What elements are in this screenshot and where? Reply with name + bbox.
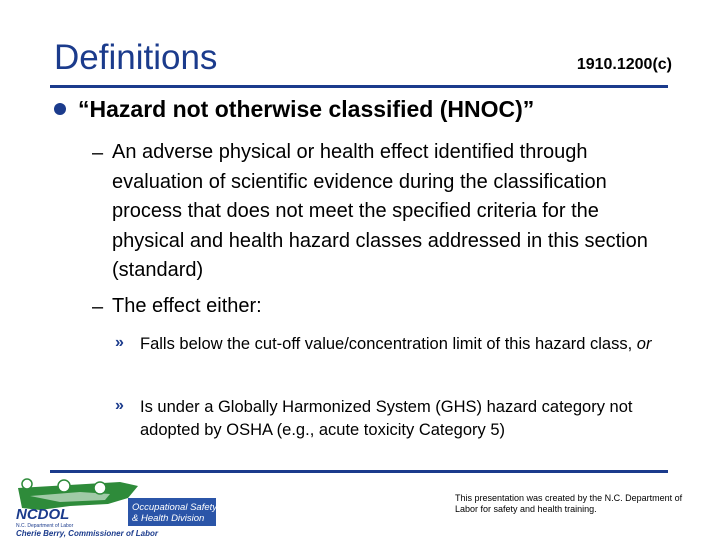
- footer-divider: [50, 470, 668, 473]
- dash-icon: –: [92, 142, 104, 164]
- effect-intro: The effect either:: [112, 295, 262, 317]
- bullet-dot-icon: [54, 103, 66, 115]
- standard-reference: 1910.1200(c): [576, 56, 672, 73]
- sub-bullet-icon: »: [115, 397, 124, 414]
- dash-icon: –: [92, 296, 104, 318]
- commissioner-line: Cherie Berry, Commissioner of Labor: [16, 529, 158, 538]
- ncdol-subtitle: N.C. Department of Labor: [16, 523, 74, 529]
- ncdol-logo: [10, 474, 310, 538]
- definition-text: An adverse physical or health effect identified through evaluation of scientific evidence during the classification process that does not meet the specified criteria for the physical and health hazard classes addressed in this section (standard): [112, 141, 648, 281]
- sub-item-1-or: or: [636, 335, 652, 353]
- slide-title: Definitions: [54, 38, 218, 77]
- division-line-2: & Health Division: [132, 513, 205, 524]
- sub-item-1: [140, 333, 660, 356]
- sub-item-2: Is under a Globally Harmonized System (GHS) hazard category not adopted by OSHA (e.g., acute toxicity Category 5): [140, 398, 633, 439]
- sub-bullet-icon: »: [115, 334, 124, 351]
- footer-note: This presentation was created by the N.C. Department of Labor for safety and health training.: [455, 493, 683, 514]
- main-bullet: [54, 96, 534, 123]
- title-divider: [50, 85, 668, 88]
- main-bullet-text: “Hazard not otherwise classified (HNOC)”: [78, 96, 535, 122]
- division-line-1: Occupational Safety: [132, 502, 218, 513]
- ncdol-wordmark: NCDOL: [16, 506, 70, 523]
- sub-item-1-text: Falls below the cut-off value/concentration limit of this hazard class,: [140, 335, 637, 353]
